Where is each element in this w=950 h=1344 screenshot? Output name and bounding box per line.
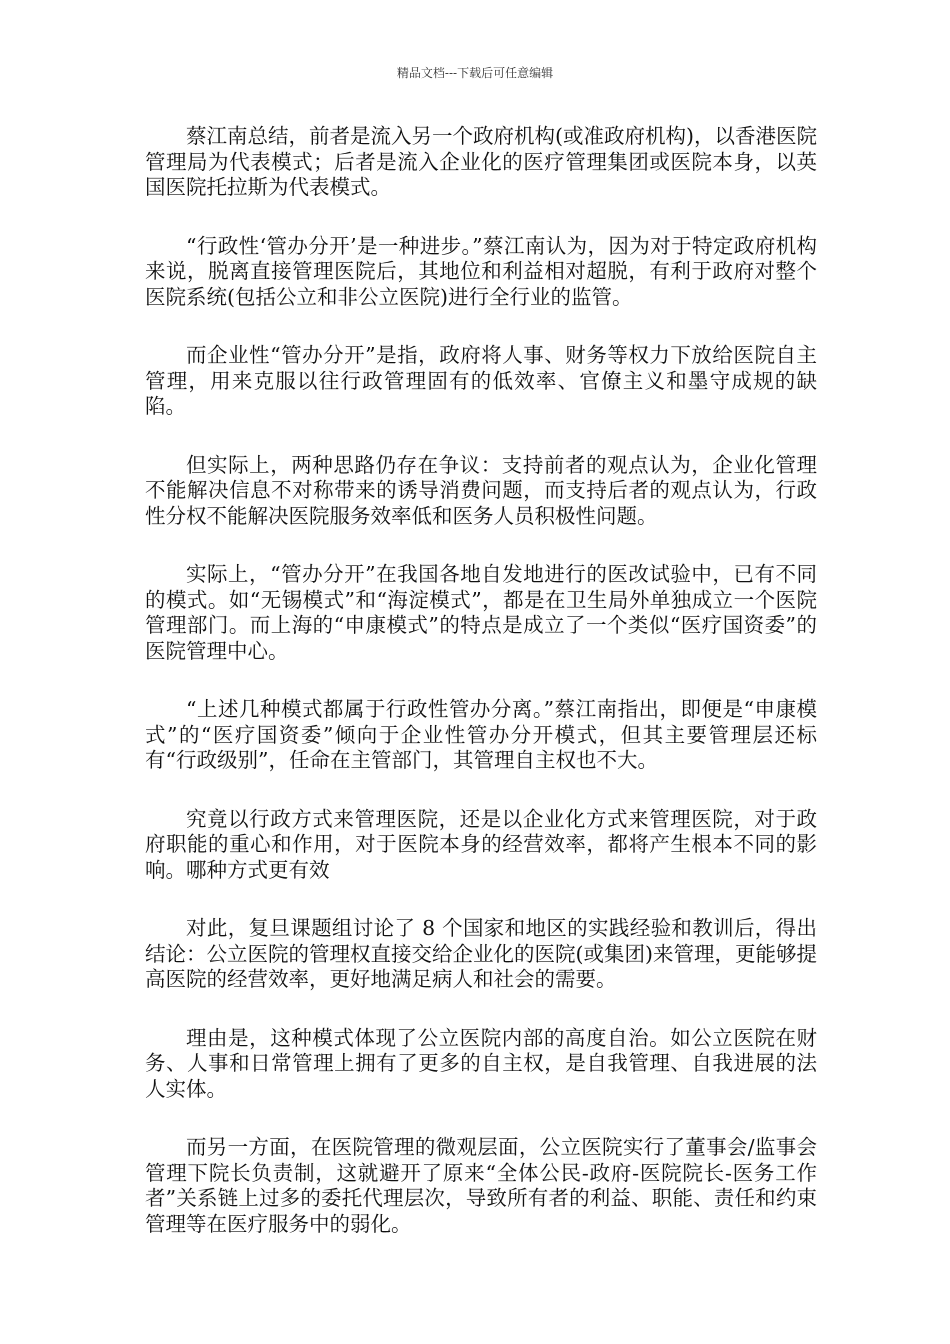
paragraph-7: 究竟以行政方式来管理医院，还是以企业化方式来管理医院，对于政府职能的重心和作用，对于医院本身的经营效率，都将产生根本不同的影响。哪种方式更有效 <box>145 806 817 882</box>
page-header: 精品文档---下载后可任意编辑 <box>396 66 554 80</box>
paragraph-10: 而另一方面，在医院管理的微观层面，公立医院实行了董事会/监事会管理下院长负责制，这就避开了原来“全体公民-政府-医院院长-医务工作者”关系链上过多的委托代理层次，导致所有者的利益、职能、责任和约束管理等在医疗服务中的弱化。 <box>145 1135 817 1236</box>
paragraph-6: “上述几种模式都属于行政性管办分离。”蔡江南指出，即便是“申康模式”的“医疗国资委”倾向于企业性管办分开模式，但其主要管理层还标有“行政级别”，任命在主管部门，其管理自主权也不大。 <box>145 697 817 772</box>
paragraph-3: 而企业性“管办分开”是指，政府将人事、财务等权力下放给医院自主管理，用来克服以往行政管理固有的低效率、官僚主义和墨守成规的缺陷。 <box>145 343 817 418</box>
paragraph-4: 但实际上，两种思路仍存在争议：支持前者的观点认为，企业化管理不能解决信息不对称带来的诱导消费问题，而支持后者的观点认为，行政性分权不能解决医院服务效率低和医务人员积极性问题。 <box>145 452 817 528</box>
paragraph-9: 理由是，这种模式体现了公立医院内部的高度自治。如公立医院在财务、人事和日常管理上拥有了更多的自主权，是自我管理、自我进展的法人实体。 <box>145 1025 817 1101</box>
paragraph-8: 对此，复旦课题组讨论了 8 个国家和地区的实践经验和教训后，得出结论：公立医院的管理权直接交给企业化的医院(或集团)来管理，更能够提高医院的经营效率，更好地满足病人和社会的需要。 <box>145 916 817 991</box>
paragraph-1: 蔡江南总结，前者是流入另一个政府机构(或准政府机构)，以香港医院管理局为代表模式；后者是流入企业化的医疗管理集团或医院本身，以英国医院托拉斯为代表模式。 <box>145 124 817 199</box>
paragraph-2: “行政性‘管办分开’是一种进步。”蔡江南认为，因为对于特定政府机构来说，脱离直接管理医院后，其地位和利益相对超脱，有利于政府对整个医院系统(包括公立和非公立医院)进行全行业的监管。 <box>145 233 817 309</box>
document-body <box>145 124 817 1270</box>
paragraph-5: 实际上，“管办分开”在我国各地自发地进行的医改试验中，已有不同的模式。如“无锡模式”和“海淀模式”，都是在卫生局外单独成立一个医院管理部门。而上海的“申康模式”的特点是成立了一个类似“医疗国资委”的医院管理中心。 <box>145 562 817 663</box>
